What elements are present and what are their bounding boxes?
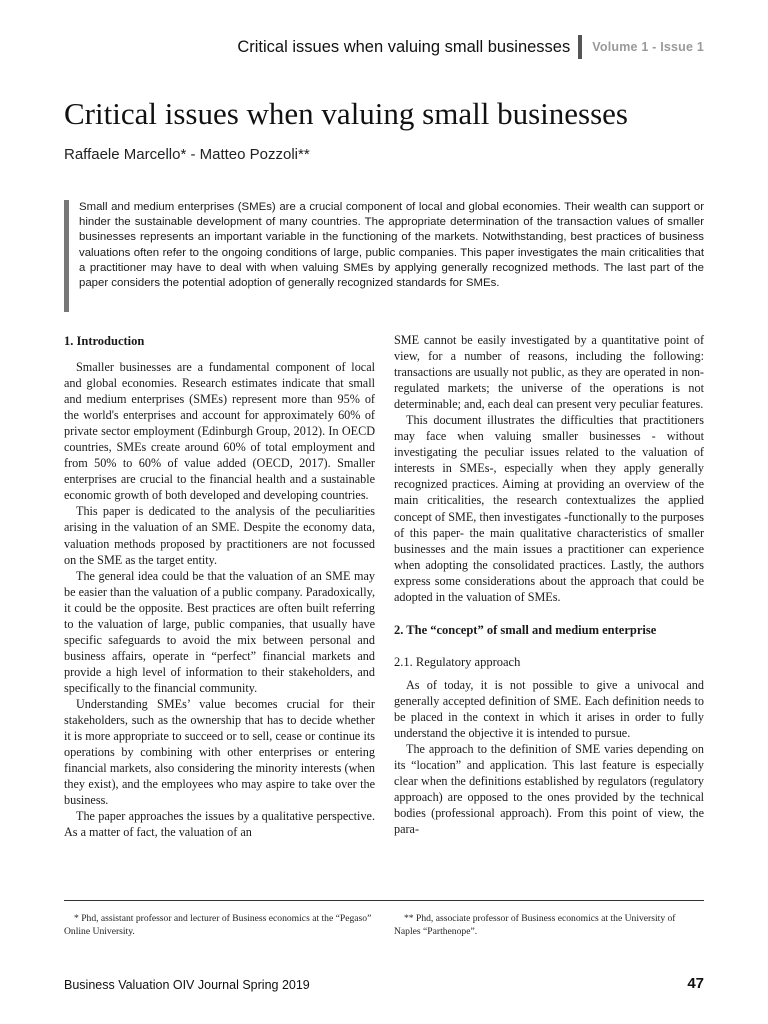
header-divider — [578, 35, 582, 59]
paragraph: The approach to the definition of SME varies depending on its “location” and application. This last feature is especially clear when the definitions established by regulators (regulatory approach) are opposed to the ones provided by the technical bodies (professional approach). From this point of view, the para- — [394, 741, 704, 837]
authors: Raffaele Marcello* - Matteo Pozzoli** — [64, 146, 310, 163]
paragraph: Understanding SMEs’ value becomes crucial for their stakeholders, such as the ownership that has to decide whether it is more appropriate to succeed or to sell, cease or continue its operations by combining with other enterprises or entering financial markets, also considering the minority interests (when they exist), and the employees who may aspire to take over the business. — [64, 696, 375, 808]
running-title: Critical issues when valuing small businesses — [237, 37, 571, 56]
issue-label: Volume 1 - Issue 1 — [592, 40, 704, 54]
paragraph: The general idea could be that the valuation of an SME may be easier than the valuation of a public company. Paradoxically, it could be the opposite. Best practices are often built referring to the valuation of large, public companies, that usually have specific safeguards to avoid the mix between personal and business affairs, operate in “perfect” financial markets and provide a high level of information to their stakeholders, and specifically to the financial community. — [64, 568, 375, 695]
footnote-right: ** Phd, associate professor of Business economics at the University of Naples “Parthenope”. — [394, 913, 676, 937]
paper-title: Critical issues when valuing small businesses — [64, 96, 628, 131]
running-header — [237, 35, 704, 59]
abstract-box — [64, 200, 704, 312]
section-heading-introduction: 1. Introduction — [64, 334, 145, 348]
paragraph: The paper approaches the issues by a qualitative perspective. As a matter of fact, the valuation of an — [64, 809, 375, 840]
section-heading-concept: 2. The “concept” of small and medium enterprise — [394, 622, 657, 637]
paragraph: As of today, it is not possible to give a univocal and generally accepted definition of SME. Each definition needs to be placed in the context in which it arises in order to fully understand the objective it is intended to pursue. — [394, 677, 704, 740]
journal-name: Business Valuation OIV Journal Spring 2019 — [64, 978, 310, 992]
left-column — [64, 332, 375, 840]
footnote-rule — [64, 900, 704, 901]
paragraph: SME cannot be easily investigated by a quantitative point of view, for a number of reasons, including the following: transactions are usually not public, as they are operated in non-regulated markets; the universe of the operations is not determinable; and, each deal can present very peculiar features. — [394, 333, 704, 412]
paragraph: This document illustrates the difficulties that practitioners may face when valuing smaller businesses - without investigating the peculiar issues related to the valuation of interests in SMEs-, especially when they apply generally recognized practices. Aiming at providing an overview of the main criticalities, the research contextualizes the applied concept of SME, then investigates -functionally to the purposes of this paper- the main qualitative characteristics of smaller businesses and the main issues a practitioner can experience when adopting the consolidated practices. Lastly, the authors express some considerations about the approach that could be adopted in the valuation of SMEs. — [394, 413, 704, 604]
paragraph: Smaller businesses are a fundamental component of local and global economies. Research estimates indicate that small and medium enterprises (SMEs) represent more than 95% of the world's enterprises and account for approximately 60% of private sector employment (Edinburgh Group, 2012). In OECD countries, SMEs create around 60% of total employment and from 50% to 60% of value added (OECD, 2017). Smaller enterprises are crucial to the financial health and a sustainable economic growth of both developed and developing countries. — [64, 360, 375, 503]
abstract-text: Small and medium enterprises (SMEs) are a crucial component of local and global economies. Their wealth can support or hinder the sustainable development of many countries. The appropriate determination of the transaction values of smaller businesses represents an important variable in the functioning of the markets. Notwithstanding, best practices of business valuations often refer to the ongoing conditions of large, public companies. This paper investigates the main criticalities that a practitioner may have to deal with when valuing SMEs by applying generally recognized methods. The last part of the paper considers the potential adoption of generally recognized standards for SMEs. — [79, 201, 704, 290]
subsection-heading-regulatory: 2.1. Regulatory approach — [394, 654, 521, 669]
page-number: 47 — [687, 975, 704, 992]
paragraph: This paper is dedicated to the analysis of the peculiarities arising in the valuation of an SME. Despite the economy data, valuation methods proposed by practitioners are not focussed on the SME as the target entity. — [64, 504, 375, 567]
right-column — [394, 332, 704, 837]
footnote-left: * Phd, assistant professor and lecturer of Business economics at the “Pegaso” Online University. — [64, 913, 372, 937]
